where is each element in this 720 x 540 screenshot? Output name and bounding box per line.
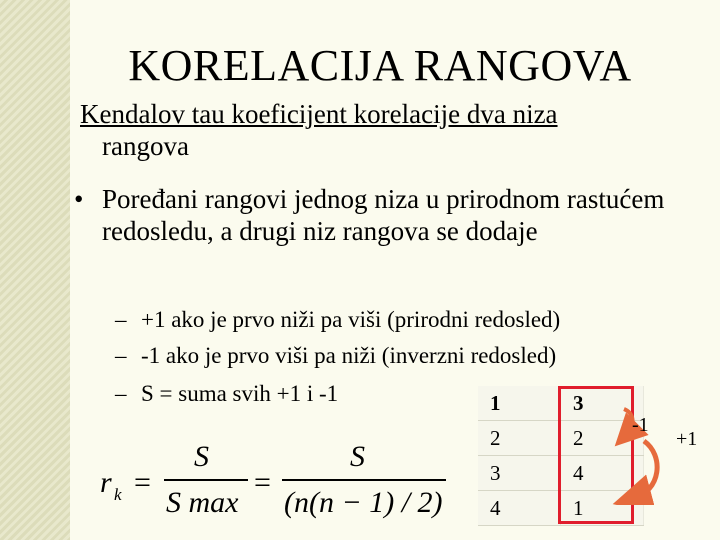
formula-denominator-1: S max <box>166 486 239 519</box>
rank-y: 4 <box>561 456 644 491</box>
formula-denominator-2: (n(n − 1) / 2) <box>284 486 443 519</box>
heading-line-1: Kendalov tau koeficijent korelacije dva niza <box>80 99 558 129</box>
rank-x: 4 <box>478 491 561 526</box>
rank-x: 1 <box>478 386 561 421</box>
slide-title: KORELACIJA RANGOVA <box>128 41 632 90</box>
formula-equals-2: = <box>254 466 271 499</box>
kendall-formula <box>98 436 458 526</box>
label-plus-one: +1 <box>676 428 698 450</box>
sub-text: +1 ako je prvo niži pa viši (prirodni redosled) <box>141 307 561 332</box>
sub-dash: – <box>115 307 127 332</box>
heading-line-2: rangova <box>102 131 189 161</box>
rank-x: 3 <box>478 456 561 491</box>
formula-subscript: k <box>114 485 122 504</box>
formula-numerator-2: S <box>350 440 365 473</box>
sub-dash: – <box>115 343 127 368</box>
formula-numerator-1: S <box>194 440 209 473</box>
rank-y: 3 <box>561 386 644 421</box>
bullet-text: Poređani rangovi jednog niza u prirodnom rastućem redosledu, a drugi niz rangova se dodaje <box>102 184 665 246</box>
bullet-dot: • <box>74 184 84 214</box>
formula-r: r <box>100 466 112 499</box>
rank-x: 2 <box>478 421 561 456</box>
bullet-item <box>70 183 680 247</box>
formula-equals-1: = <box>134 466 151 499</box>
sub-item-minus-one <box>115 342 556 370</box>
heading-text <box>80 98 680 162</box>
label-minus-one: -1 <box>632 414 649 436</box>
sub-text: -1 ako je prvo viši pa niži (inverzni redosled) <box>141 343 557 368</box>
sub-item-sum <box>115 380 338 408</box>
sub-text: S = suma svih +1 i -1 <box>141 381 339 406</box>
rank-y: 2 <box>561 421 644 456</box>
rank-y: 1 <box>561 491 644 526</box>
arrow-plus-one <box>632 441 657 499</box>
sub-dash: – <box>115 381 127 406</box>
sub-item-plus-one <box>115 306 560 334</box>
